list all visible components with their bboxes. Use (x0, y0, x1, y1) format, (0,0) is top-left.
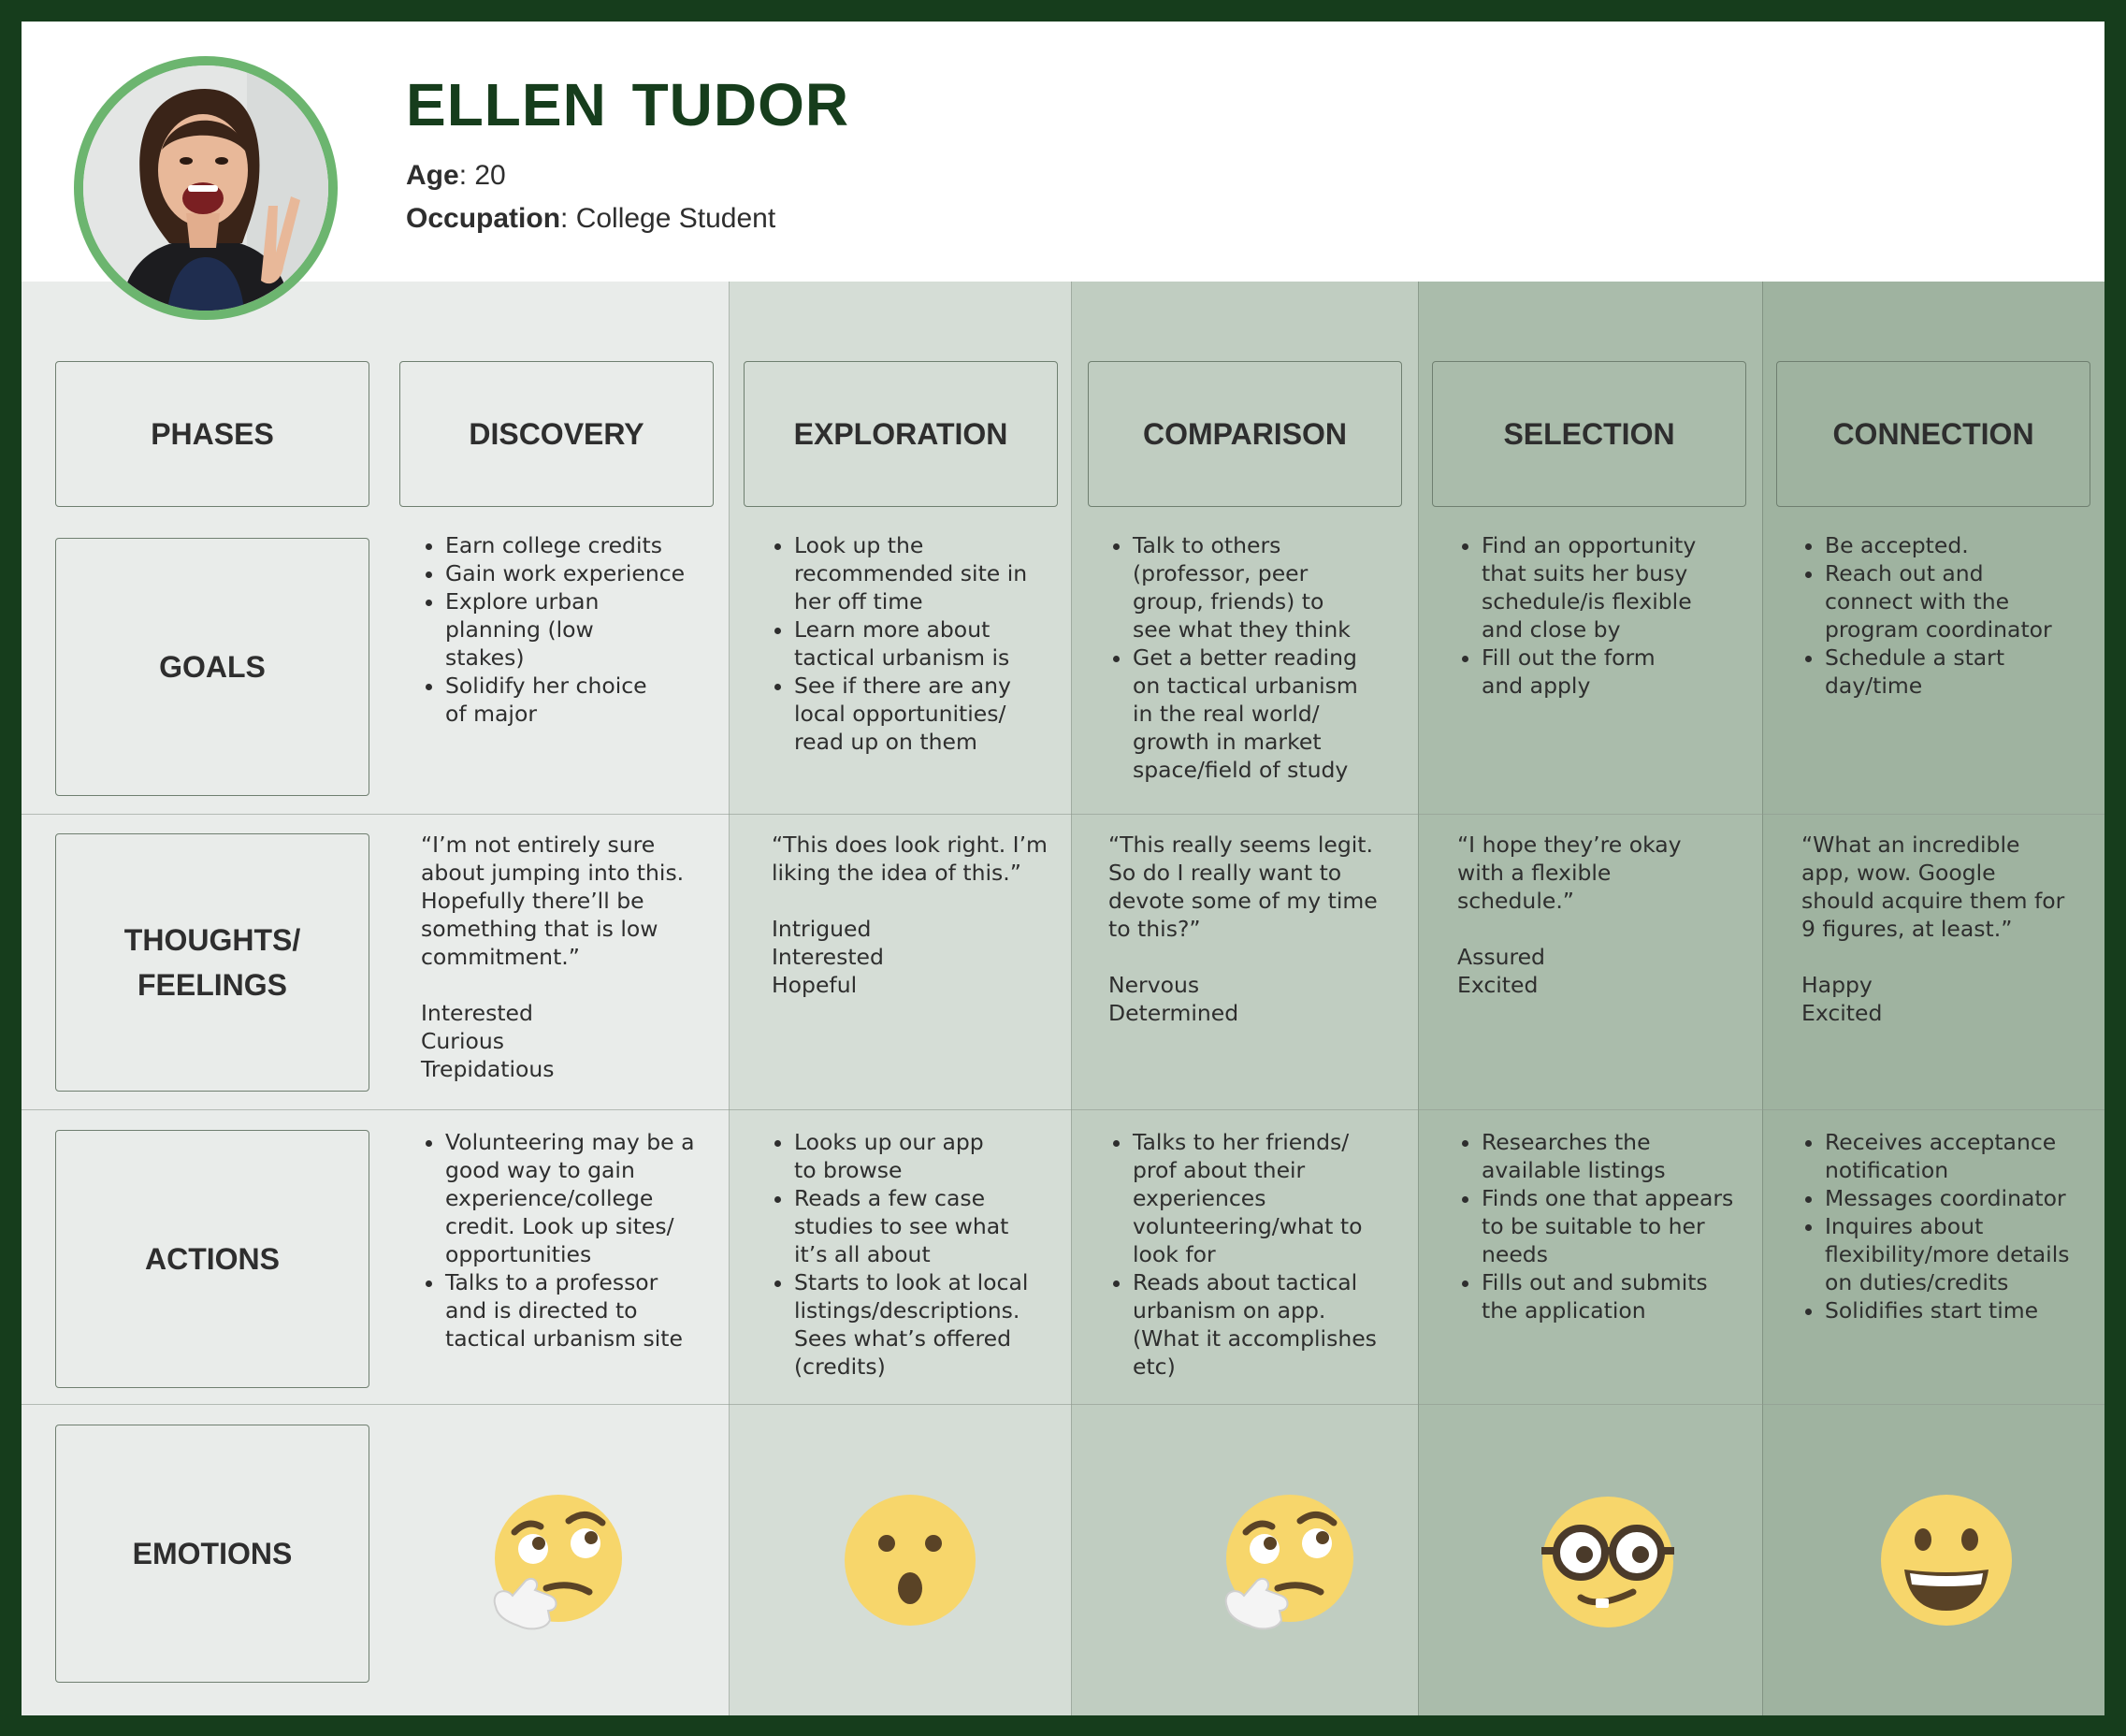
thoughts-selection (1457, 831, 1747, 999)
goals-exploration (770, 531, 1050, 756)
quote: “I’m not entirely sure about jumping into this. Hopefully there’ll be something that is low commitment.” (421, 832, 685, 970)
surprised-face-icon (842, 1495, 978, 1631)
journey-map (22, 22, 2104, 1715)
goal-item: • Gain work experience (445, 559, 720, 587)
actions-comparison (1108, 1128, 1398, 1381)
avatar (74, 56, 338, 320)
emotions-label: EMOTIONS (55, 1425, 369, 1683)
quote: “This does look right. I’m liking the idea of this.” (772, 832, 1048, 886)
actions-list (1457, 1128, 1747, 1324)
goals-comparison (1108, 531, 1398, 784)
goal-item: • Reach out and connect with the program coordinator (1825, 559, 2077, 644)
feeling: Trepidatious (421, 1056, 555, 1082)
goals-connection (1801, 531, 2090, 700)
quote: “This really seems legit. So do I really want to devote some of my time to this?” (1108, 832, 1378, 942)
feeling: Interested (772, 944, 884, 970)
feeling: Assured (1457, 944, 1545, 970)
action-item: • Solidifies start time (1825, 1296, 2090, 1324)
quote: “What an incredible app, wow. Google should acquire them for 9 figures, at least.” (1801, 832, 2065, 942)
phase-header-selection: SELECTION (1432, 361, 1746, 507)
actions-list (770, 1128, 1050, 1381)
goals-selection (1457, 531, 1747, 700)
row-divider (22, 1404, 2104, 1405)
goals-list (770, 531, 1050, 756)
persona-header (22, 22, 2104, 282)
persona-age: Age: 20 (406, 160, 506, 191)
feeling: Excited (1457, 972, 1539, 998)
actions-list (1801, 1128, 2090, 1324)
grinning-face-icon (1878, 1495, 2015, 1631)
thoughts-connection (1801, 831, 2091, 1027)
goal-item: • Get a better reading on tactical urbanism in the real world/ growth in market space/field of study (1133, 644, 1367, 784)
nerd-face-icon (1540, 1495, 1676, 1631)
feeling: Excited (1801, 1000, 1883, 1026)
feeling: Nervous (1108, 972, 1200, 998)
thinking-face-icon (488, 1495, 625, 1631)
goals-list (1801, 531, 2090, 700)
age-value: 20 (474, 160, 506, 191)
action-item: • Finds one that appears to be suitable to her needs (1482, 1184, 1743, 1268)
action-item: • Talks to a professor and is directed to tactical urbanism site (445, 1268, 698, 1353)
action-item: • Inquires about flexibility/more details on duties/credits (1825, 1212, 2087, 1296)
goal-item: • Explore urban planning (low stakes) (445, 587, 660, 672)
action-item: • Looks up our app to browse (794, 1128, 1000, 1184)
action-item: • Reads about tactical urbanism on app. (What it accomplishes etc) (1133, 1268, 1395, 1381)
goal-item: • Solidify her choice of major (445, 672, 660, 728)
row-divider (22, 1109, 2104, 1110)
thoughts-feelings-label (55, 833, 369, 1092)
goals-label: GOALS (55, 538, 369, 796)
quote: “I hope they’re okay with a flexible schedule.” (1457, 832, 1682, 914)
goals-list (1457, 531, 1747, 700)
goal-item: • Look up the recommended site in her off time (794, 531, 1047, 615)
actions-exploration (770, 1128, 1050, 1381)
goal-item: • Talk to others (professor, peer group, friends) to see what they think (1133, 531, 1367, 644)
actions-list (421, 1128, 711, 1353)
actions-list (1108, 1128, 1398, 1381)
action-item: • Messages coordinator (1825, 1184, 2090, 1212)
thoughts-exploration (772, 831, 1062, 999)
thoughts-comparison (1108, 831, 1398, 1027)
action-item: • Volunteering may be a good way to gain experience/college credit. Look up sites/ opportunities (445, 1128, 698, 1268)
goal-item: • Earn college credits (445, 531, 720, 559)
occupation-value: College Student (575, 203, 776, 234)
persona-photo (83, 65, 328, 311)
persona-occupation: Occupation: College Student (406, 203, 776, 234)
action-item: • Talks to her friends/ prof about their experiences volunteering/what to look for (1133, 1128, 1376, 1268)
feeling: Intrigued (772, 916, 872, 942)
goal-item: • Learn more about tactical urbanism is (794, 615, 1028, 672)
feeling: Curious (421, 1028, 505, 1054)
goals-list (1108, 531, 1398, 784)
feeling: Happy (1801, 972, 1873, 998)
action-item: • Fills out and submits the application (1482, 1268, 1725, 1324)
action-item: • Reads a few case studies to see what it’s all about (794, 1184, 1019, 1268)
feeling: Determined (1108, 1000, 1239, 1026)
actions-selection (1457, 1128, 1747, 1324)
thoughts-label-line2: FEELINGS (137, 968, 287, 1002)
goal-item: • Be accepted. (1825, 531, 2090, 559)
thinking-face-icon (1220, 1495, 1356, 1631)
action-item: • Researches the available listings (1482, 1128, 1697, 1184)
phase-header-connection: CONNECTION (1776, 361, 2090, 507)
persona-name: ELLEN TUDOR (406, 71, 850, 138)
goal-item: • See if there are any local opportunities/ read up on them (794, 672, 1028, 756)
goals-list (421, 531, 720, 728)
actions-label: ACTIONS (55, 1130, 369, 1388)
phase-header-comparison: COMPARISON (1088, 361, 1402, 507)
goal-item: • Schedule a start day/time (1825, 644, 2012, 700)
goals-discovery (421, 531, 720, 728)
goal-item: • Find an opportunity that suits her busy schedule/is flexible and close by (1482, 531, 1715, 644)
actions-discovery (421, 1128, 711, 1353)
phases-label: PHASES (55, 361, 369, 507)
age-label: Age (406, 160, 459, 191)
row-divider (22, 814, 2104, 815)
action-item: • Receives acceptance notification (1825, 1128, 2087, 1184)
feeling: Interested (421, 1000, 533, 1026)
phase-header-discovery: DISCOVERY (399, 361, 714, 507)
feeling: Hopeful (772, 972, 858, 998)
phase-header-exploration: EXPLORATION (744, 361, 1058, 507)
action-item: • Starts to look at local listings/descriptions. Sees what’s offered (credits) (794, 1268, 1037, 1381)
occupation-label: Occupation (406, 203, 561, 234)
thoughts-label-line1: THOUGHTS/ (123, 923, 301, 957)
thoughts-discovery (421, 831, 701, 1083)
goal-item: • Fill out the form and apply (1482, 644, 1659, 700)
actions-connection (1801, 1128, 2090, 1324)
